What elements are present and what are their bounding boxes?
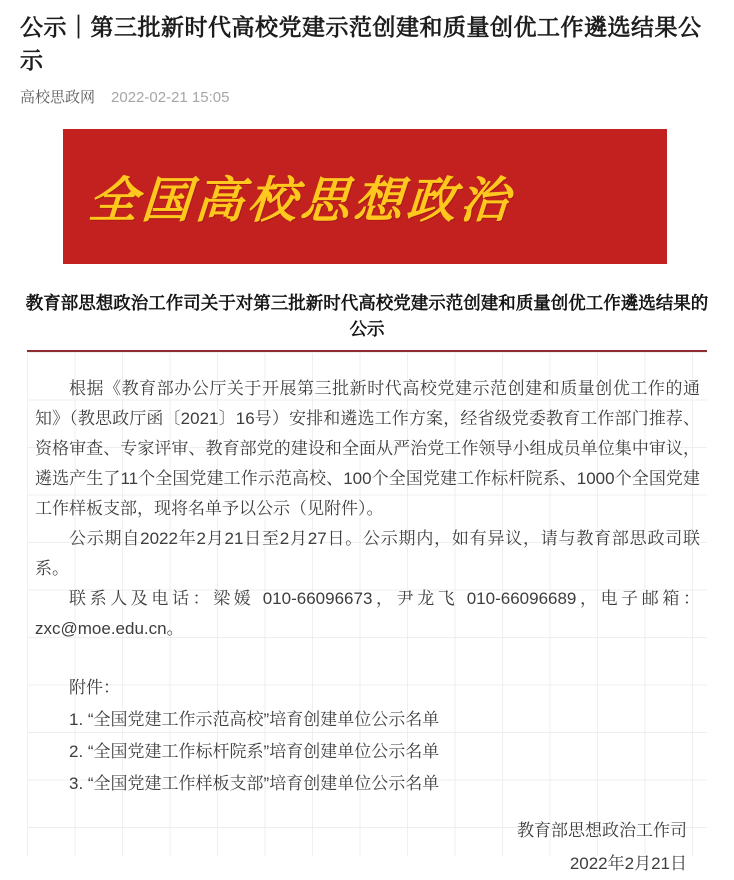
banner-image[interactable] (63, 129, 667, 264)
document-title (19, 290, 715, 342)
publish-timestamp: 2022-02-21 15:05 (111, 89, 230, 106)
attachments-label: 附件： (69, 678, 120, 697)
attachments-section (35, 672, 700, 800)
attachment-item-2: 2. “全国党建工作标杆院系”培育创建单位公示名单 (69, 742, 440, 761)
article-source: 高校思政网 (20, 89, 96, 106)
article-meta (20, 86, 714, 107)
attachment-item-3: 3. “全国党建工作样板支部”培育创建单位公示名单 (69, 774, 440, 793)
paragraph-publicity-period: 公示期自2022年2月21日至2月27日。公示期内，如有异议，请与教育部思政司联系。 (35, 529, 700, 578)
document-title-line-2: 公示 (349, 319, 385, 339)
signature-date: 2022年2月21日 (569, 854, 687, 873)
article-title: 公示｜第三批新时代高校党建示范创建和质量创优工作遴选结果公示 (20, 14, 702, 73)
paragraph-basis: 根据《教育部办公厅关于开展第三批新时代高校党建示范创建和质量创优工作的通知》（教思政厅函〔2021〕16号）安排和遴选工作方案，经省级党委教育工作部门推荐、资格审查、专家评审、教育部党的建设和全面从严治党工作领导小组成员单位集中审议，遴选产生了11个全国党建工作示范高校、100个全国党建工作标杆院系、1000个全国党建工作样板支部，现将名单予以公示（见附件）。 (35, 379, 700, 518)
signature-org: 教育部思想政治工作司 (517, 821, 687, 840)
attachment-item-1: 1. “全国党建工作示范高校”培育创建单位公示名单 (69, 710, 440, 729)
paragraph-contacts: 联系人及电话：梁媛 010-66096673，尹龙飞 010-66096689，电子邮箱：zxc@moe.edu.cn。 (35, 589, 700, 638)
document-body (27, 350, 707, 873)
banner-calligraphy-text: 全国高校思想政治 (86, 170, 515, 229)
document-title-line-1: 教育部思想政治工作司关于对第三批新时代高校党建示范创建和质量创优工作遴选结果的 (25, 293, 709, 313)
signature-block (517, 814, 687, 880)
